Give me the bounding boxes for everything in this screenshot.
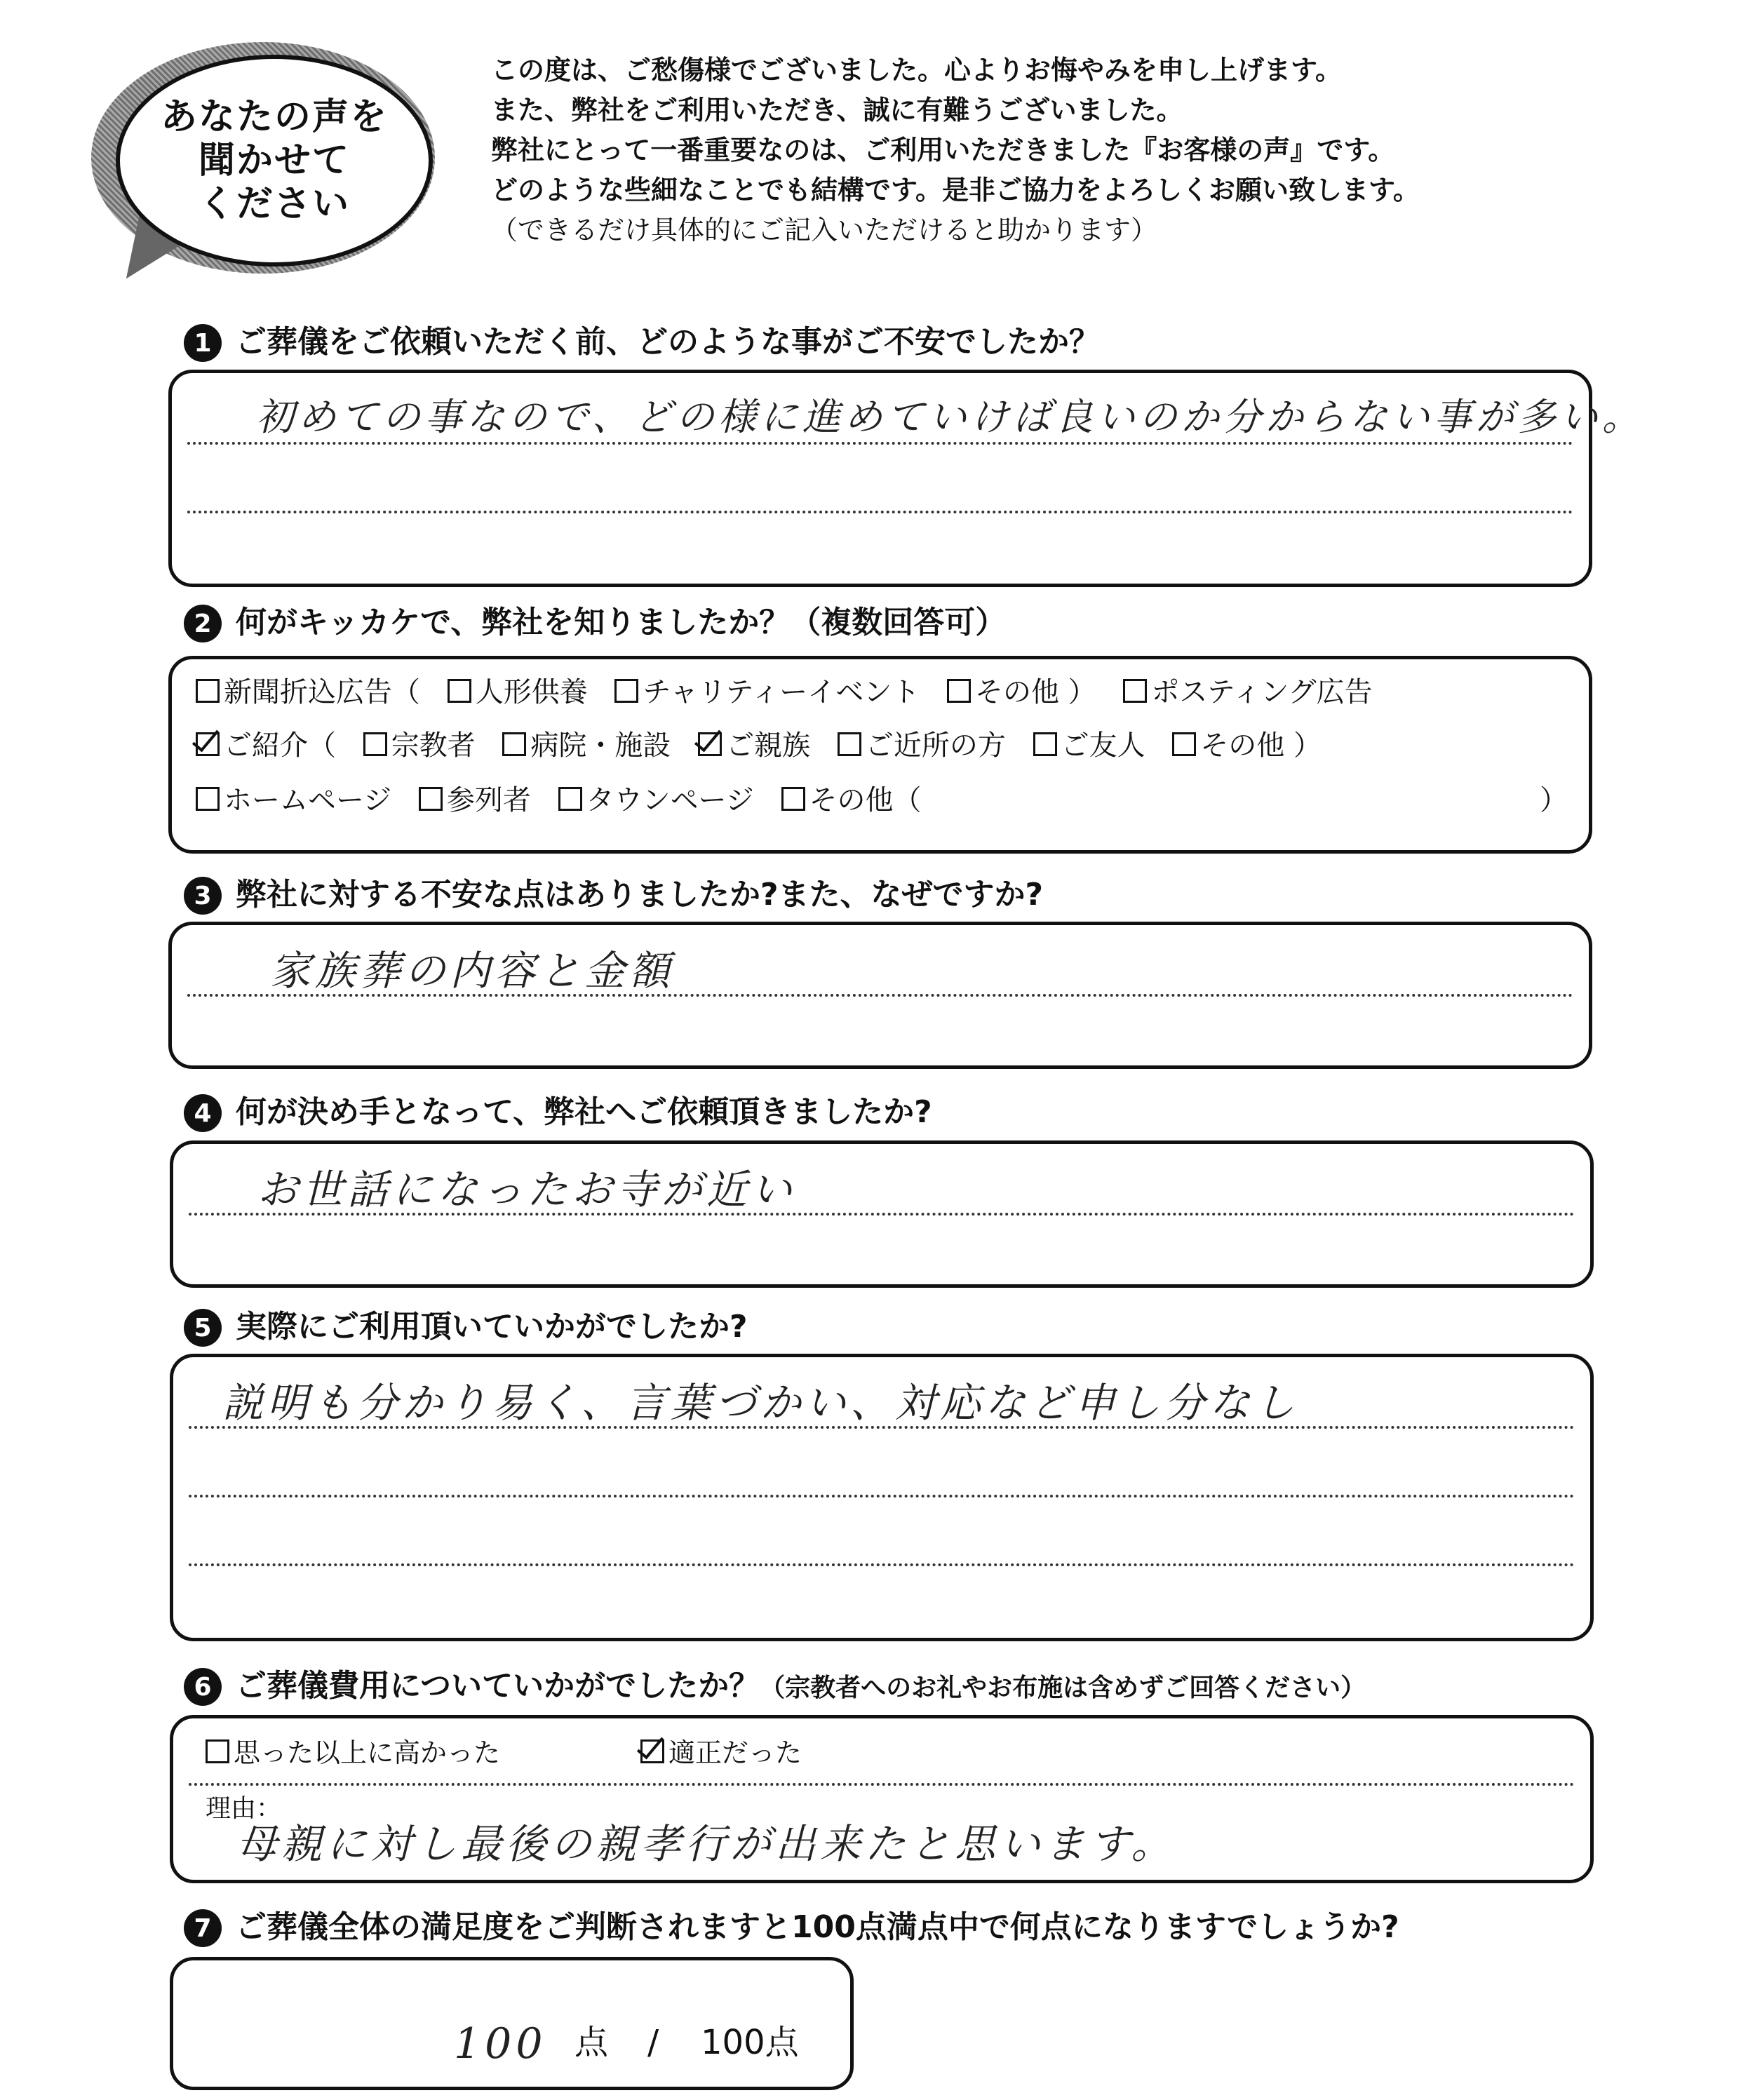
checkbox-checked-icon[interactable]	[698, 732, 722, 756]
question-number-4: 4	[184, 1094, 222, 1132]
dotted-line	[187, 511, 1573, 513]
checkbox-icon[interactable]	[363, 732, 387, 756]
question-number-7: 7	[184, 1909, 222, 1947]
option-religious[interactable]: 宗教者	[363, 729, 476, 762]
answer-box-1[interactable]	[168, 370, 1644, 587]
option-relatives[interactable]: ご親族	[698, 729, 810, 762]
checkbox-icon[interactable]	[502, 732, 526, 756]
reason-label: 理由：	[206, 1794, 282, 1823]
dotted-line	[189, 1563, 1575, 1566]
handwritten-answer-4: お世話になったお寺が近い	[257, 1166, 797, 1213]
question-number-5: 5	[184, 1309, 222, 1347]
option-attendee[interactable]: 参列者	[419, 784, 531, 816]
checkbox-icon[interactable]	[448, 679, 471, 703]
option-friends[interactable]: ご友人	[1033, 729, 1145, 762]
option-doll-memorial[interactable]: 人形供養	[448, 676, 588, 708]
checkbox-icon[interactable]	[1172, 732, 1196, 756]
intro-text	[491, 51, 1712, 250]
option-other-2[interactable]: その他 ）	[1172, 729, 1322, 762]
option-charity-event[interactable]: チャリティーイベント	[614, 676, 920, 708]
answer-box-3[interactable]	[168, 922, 1592, 1069]
speech-bubble	[91, 35, 456, 302]
handwritten-score: 100	[454, 2019, 547, 2068]
option-too-expensive[interactable]: 思った以上に高かった	[206, 1732, 500, 1773]
intro-note: （できるだけ具体的にご記入いただけると助かります）	[491, 215, 1158, 245]
handwritten-answer-5: 説明も分かり易く、言葉づかい、対応など申し分なし	[222, 1379, 1299, 1427]
checkbox-icon[interactable]	[206, 1739, 229, 1763]
question-number-2: 2	[184, 605, 222, 642]
checkbox-icon[interactable]	[781, 787, 805, 811]
question-1-text: ご葬儀をご依頼いただく前、どのような事がご不安でしたか？	[236, 324, 1100, 360]
option-neighbors[interactable]: ご近所の方	[838, 729, 1006, 762]
answer-box-4[interactable]	[170, 1140, 1594, 1288]
handwritten-answer-6: 母親に対し最後の親孝行が出来たと思います。	[236, 1820, 1176, 1868]
question-number-3: 3	[184, 877, 222, 915]
score-slash: /	[647, 2023, 659, 2062]
option-referral[interactable]: ご紹介（	[196, 729, 336, 762]
score-unit: 点	[574, 2023, 609, 2062]
checkbox-icon[interactable]	[419, 787, 443, 811]
intro-line: この度は、ご愁傷様でございました。心よりお悔やみを申し上げます。	[491, 55, 1342, 86]
checkbox-icon[interactable]	[838, 732, 861, 756]
question-6-note: （宗教者へのお礼やお布施は含めずご回答ください）	[760, 1674, 1366, 1702]
option-other-1[interactable]: その他 ）	[947, 676, 1096, 708]
handwritten-answer-3: 家族葬の内容と金額	[270, 947, 675, 995]
intro-line: どのような些細なことでも結構です。是非ご協力をよろしくお願い致します。	[491, 175, 1420, 206]
question-number-6: 6	[184, 1668, 222, 1706]
option-appropriate[interactable]: 適正だった	[640, 1732, 802, 1773]
dotted-line	[189, 1783, 1575, 1786]
close-paren: ）	[1540, 784, 1568, 816]
bubble-line: 聞かせて	[198, 140, 350, 182]
intro-line: 弊社にとって一番重要なのは、ご利用いただきました『お客様の声』です。	[491, 135, 1395, 166]
dotted-line	[189, 1495, 1575, 1497]
question-6-main: ご葬儀費用についていかがでしたか？	[236, 1668, 760, 1704]
bubble-body	[116, 55, 433, 267]
option-homepage[interactable]: ホームページ	[196, 784, 391, 816]
checkbox-icon[interactable]	[196, 679, 220, 703]
question-number-1: 1	[184, 324, 222, 362]
option-townpage[interactable]: タウンページ	[558, 784, 754, 816]
options-box-2	[168, 656, 1592, 854]
option-hospital[interactable]: 病院・施設	[502, 729, 671, 762]
question-3-text: 弊社に対する不安な点はありましたか?また、なぜですか?	[236, 877, 1044, 913]
question-7-text: ご葬儀全体の満足度をご判断されますと100点満点中で何点になりますでしょうか?	[236, 1909, 1399, 1945]
dotted-line	[187, 442, 1573, 445]
answer-box-5[interactable]	[170, 1354, 1594, 1641]
checkbox-icon[interactable]	[558, 787, 582, 811]
checkbox-checked-icon[interactable]	[196, 732, 220, 756]
checkbox-icon[interactable]	[196, 787, 220, 811]
option-row-3	[196, 780, 922, 821]
handwritten-answer-1: 初めての事なので、どの様に進めていけば良いのか分からない事が多い。	[256, 395, 1644, 439]
question-6-text	[236, 1665, 1366, 1709]
bubble-line: あなたの声を	[160, 96, 388, 138]
answer-box-6[interactable]	[170, 1715, 1594, 1883]
option-newspaper[interactable]: 新聞折込広告（	[196, 676, 420, 708]
question-4-text: 何が決め手となって、弊社へご依頼頂きましたか?	[236, 1094, 932, 1130]
checkbox-icon[interactable]	[614, 679, 638, 703]
option-other-3[interactable]: その他（	[781, 784, 922, 816]
option-posting[interactable]: ポスティング広告	[1123, 676, 1372, 708]
checkbox-icon[interactable]	[1123, 679, 1147, 703]
option-row-2	[196, 725, 1322, 766]
bubble-line: ください	[198, 183, 350, 225]
question-5-text: 実際にご利用頂いていかがでしたか?	[236, 1309, 748, 1345]
checkbox-icon[interactable]	[947, 679, 971, 703]
intro-line: また、弊社をご利用いただき、誠に有難うございました。	[491, 95, 1183, 126]
checkbox-checked-icon[interactable]	[640, 1739, 664, 1763]
score-box[interactable]	[170, 1957, 854, 2090]
option-row-1	[196, 672, 1373, 713]
checkbox-icon[interactable]	[1033, 732, 1057, 756]
question-2-text: 何がキッカケで、弊社を知りましたか？（複数回答可）	[236, 605, 1007, 640]
score-max: 100点	[701, 2023, 799, 2062]
